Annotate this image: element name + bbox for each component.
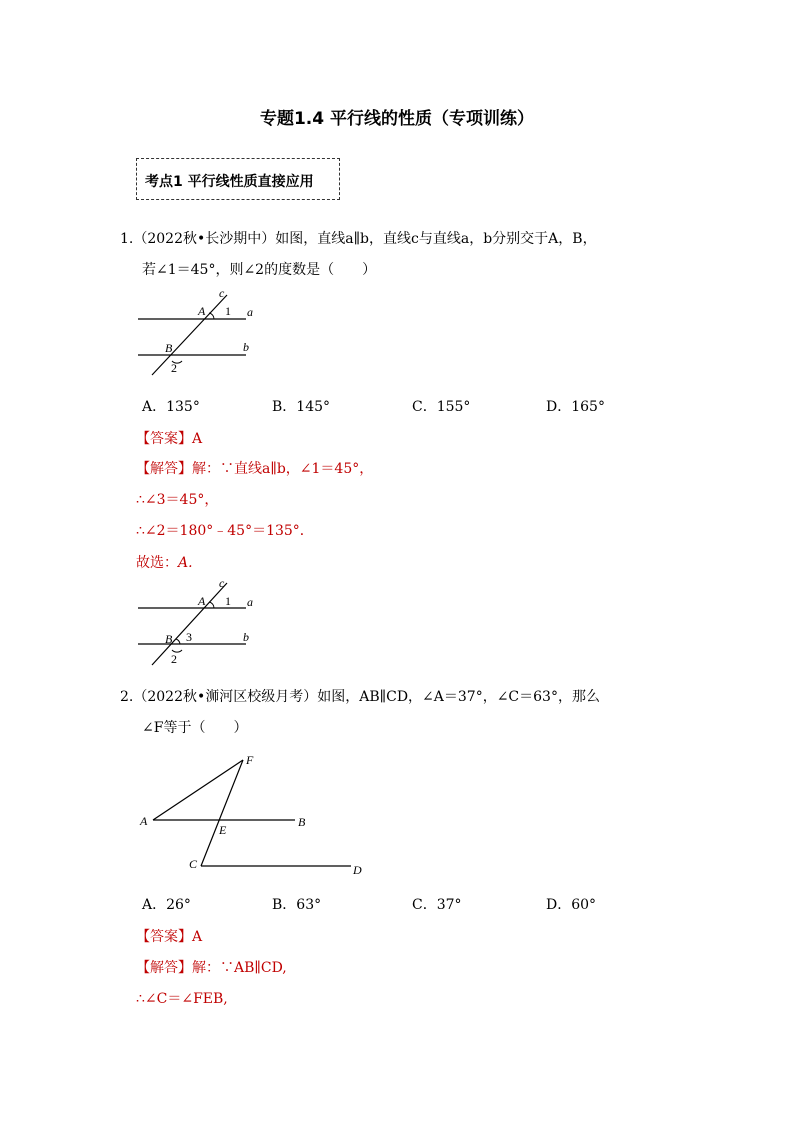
label-2: 2	[171, 652, 177, 666]
label-2: 2	[171, 361, 177, 375]
q2-option-a: A．26°	[142, 897, 191, 913]
label-b: b	[243, 340, 249, 354]
line-c	[152, 295, 227, 375]
answer-value: A	[192, 929, 203, 945]
solution-text: 解：∵直线a∥b，∠1＝45°，	[192, 461, 374, 477]
q1-figure	[130, 285, 270, 380]
q1-option-c: C．155°	[412, 399, 471, 415]
q1-option-b: B．145°	[272, 399, 331, 415]
angle3-arc	[176, 639, 180, 644]
q2-option-c: C．37°	[412, 897, 462, 913]
conclusion-label: 故选：	[136, 555, 178, 571]
label-b: b	[243, 630, 249, 644]
segment-FC	[201, 760, 243, 866]
label-A: A	[198, 304, 206, 318]
q2-option-b: B．63°	[272, 897, 322, 913]
section-box	[136, 158, 340, 200]
label-D: D	[353, 863, 362, 877]
label-a: a	[247, 595, 253, 609]
solution-text: 解：∵AB∥CD,	[192, 960, 287, 976]
angle1-arc	[209, 602, 214, 608]
solution-label: 【解答】	[136, 960, 192, 976]
q1-solution-3: ∴∠2＝180°﹣45°＝135°．	[136, 523, 314, 539]
label-B: B	[165, 341, 173, 355]
q1-solution-1	[136, 458, 373, 478]
label-A: A	[198, 594, 206, 608]
q1-answer	[136, 428, 202, 448]
q1-stem-line2: 若∠1＝45°，则∠2的度数是（ ）	[142, 262, 377, 278]
label-c: c	[219, 577, 225, 590]
q2-answer	[136, 926, 202, 946]
label-F: F	[246, 753, 254, 767]
label-A: A	[140, 814, 148, 828]
label-3: 3	[186, 630, 192, 644]
label-c: c	[219, 286, 225, 300]
q1-option-a: A．135°	[142, 399, 200, 415]
section-title: 考点1 平行线性质直接应用	[145, 174, 314, 190]
answer-label: 【答案】	[136, 431, 192, 447]
page-title: 专题1.4 平行线的性质（专项训练）	[259, 109, 535, 129]
q1-option-d: D．165°	[546, 399, 605, 415]
label-1: 1	[225, 304, 231, 318]
answer-value: A	[192, 431, 203, 447]
q2-figure	[135, 748, 375, 878]
label-B: B	[298, 815, 306, 829]
q1-solution-2: ∴∠3＝45°，	[136, 492, 219, 508]
segment-AF	[153, 760, 243, 820]
q1-conclusion	[136, 552, 193, 572]
q2-solution-1	[136, 957, 287, 977]
conclusion-value: A.	[178, 555, 193, 571]
q2-stem-line1: 2.（2022秋•浉河区校级月考）如图，AB∥CD，∠A＝37°，∠C＝63°，那么	[120, 689, 600, 705]
q2-option-d: D．60°	[546, 897, 597, 913]
q1-solution-figure	[130, 577, 270, 672]
label-1: 1	[225, 594, 231, 608]
label-C: C	[189, 857, 198, 871]
q2-stem-line2: ∠F等于（ ）	[142, 720, 248, 736]
q2-solution-2: ∴∠C＝∠FEB,	[136, 991, 228, 1007]
label-E: E	[219, 823, 227, 837]
answer-label: 【答案】	[136, 929, 192, 945]
label-B: B	[165, 632, 173, 646]
q1-stem-line1: 1.（2022秋•长沙期中）如图，直线a∥b，直线c与直线a，b分别交于A，B，	[120, 231, 597, 247]
label-a: a	[247, 305, 253, 319]
line-c	[152, 583, 227, 665]
solution-label: 【解答】	[136, 461, 192, 477]
